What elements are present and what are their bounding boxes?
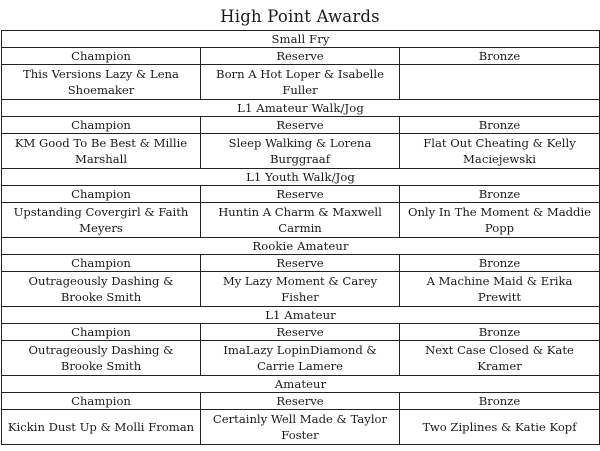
champion-cell: This Versions Lazy & Lena Shoemaker	[2, 65, 201, 100]
winners-row	[2, 410, 600, 445]
page-title: High Point Awards	[220, 7, 380, 26]
champion-cell: Upstanding Covergirl & Faith Meyers	[2, 203, 201, 238]
reserve-cell: Certainly Well Made & Taylor Foster	[201, 410, 400, 445]
champion-cell: Kickin Dust Up & Molli Froman	[2, 410, 201, 445]
winners-row	[2, 272, 600, 307]
section-title: L1 Amateur	[2, 307, 600, 324]
bronze-header: Bronze	[400, 117, 600, 134]
champion-header: Champion	[2, 186, 201, 203]
champion-header: Champion	[2, 117, 201, 134]
bronze-header: Bronze	[400, 255, 600, 272]
column-header-row	[2, 48, 600, 65]
section-header-row	[2, 169, 600, 186]
reserve-header: Reserve	[201, 324, 400, 341]
bronze-cell: Flat Out Cheating & Kelly Maciejewski	[400, 134, 600, 169]
reserve-header: Reserve	[201, 255, 400, 272]
reserve-header: Reserve	[201, 186, 400, 203]
column-header-row	[2, 324, 600, 341]
section-header-row	[2, 100, 600, 117]
bronze-header: Bronze	[400, 48, 600, 65]
section-header-row	[2, 31, 600, 48]
awards-table	[1, 30, 600, 445]
reserve-header: Reserve	[201, 393, 400, 410]
champion-header: Champion	[2, 393, 201, 410]
section-title: Small Fry	[2, 31, 600, 48]
champion-cell: Outrageously Dashing & Brooke Smith	[2, 341, 201, 376]
column-header-row	[2, 393, 600, 410]
bronze-cell: A Machine Maid & Erika Prewitt	[400, 272, 600, 307]
champion-header: Champion	[2, 324, 201, 341]
section-title: Rookie Amateur	[2, 238, 600, 255]
bronze-cell: Two Ziplines & Katie Kopf	[400, 410, 600, 445]
reserve-cell: Huntin A Charm & Maxwell Carmin	[201, 203, 400, 238]
reserve-cell: Sleep Walking & Lorena Burggraaf	[201, 134, 400, 169]
reserve-header: Reserve	[201, 48, 400, 65]
column-header-row	[2, 186, 600, 203]
reserve-cell: My Lazy Moment & Carey Fisher	[201, 272, 400, 307]
section-title: L1 Amateur Walk/Jog	[2, 100, 600, 117]
winners-row	[2, 203, 600, 238]
column-header-row	[2, 117, 600, 134]
reserve-header: Reserve	[201, 117, 400, 134]
reserve-cell: Born A Hot Loper & Isabelle Fuller	[201, 65, 400, 100]
reserve-cell: ImaLazy LopinDiamond & Carrie Lamere	[201, 341, 400, 376]
winners-row	[2, 65, 600, 100]
champion-cell: Outrageously Dashing & Brooke Smith	[2, 272, 201, 307]
bronze-cell: Only In The Moment & Maddie Popp	[400, 203, 600, 238]
bronze-cell	[400, 65, 600, 100]
bronze-header: Bronze	[400, 186, 600, 203]
winners-row	[2, 134, 600, 169]
champion-header: Champion	[2, 48, 201, 65]
section-header-row	[2, 238, 600, 255]
bronze-cell: Next Case Closed & Kate Kramer	[400, 341, 600, 376]
section-header-row	[2, 307, 600, 324]
champion-header: Champion	[2, 255, 201, 272]
section-title: L1 Youth Walk/Jog	[2, 169, 600, 186]
bronze-header: Bronze	[400, 393, 600, 410]
bronze-header: Bronze	[400, 324, 600, 341]
section-header-row	[2, 376, 600, 393]
section-title: Amateur	[2, 376, 600, 393]
column-header-row	[2, 255, 600, 272]
winners-row	[2, 341, 600, 376]
champion-cell: KM Good To Be Best & Millie Marshall	[2, 134, 201, 169]
